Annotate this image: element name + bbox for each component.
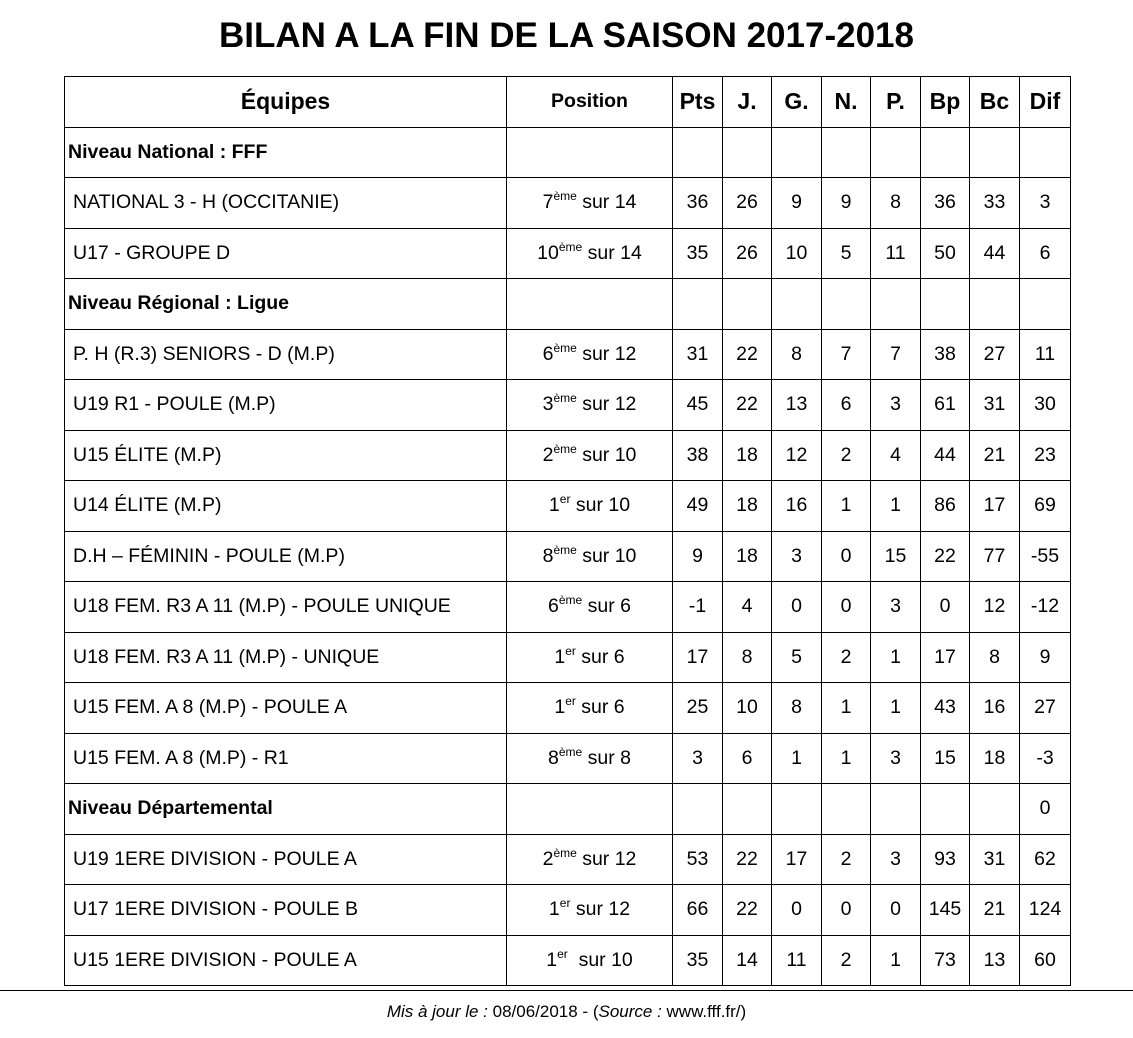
empty-cell [871, 127, 921, 178]
header-dif: Dif [1020, 77, 1071, 128]
position-suffix: ème [558, 593, 583, 608]
team-name: NATIONAL 3 - H (OCCITANIE) [65, 178, 507, 229]
stat-dif: 23 [1020, 430, 1071, 481]
position-total: sur 10 [570, 494, 631, 517]
position-cell [507, 582, 673, 633]
position-suffix: er [557, 946, 568, 961]
stat-j: 26 [723, 228, 772, 279]
stat-g: 8 [772, 329, 822, 380]
team-name: U15 1ERE DIVISION - POULE A [65, 935, 507, 986]
empty-cell [772, 279, 822, 330]
empty-cell [921, 784, 970, 835]
position-suffix: er [559, 896, 571, 911]
stat-bc: 8 [970, 632, 1020, 683]
stat-g: 13 [772, 380, 822, 431]
empty-cell [921, 127, 970, 178]
header-g: G. [772, 77, 822, 128]
stat-bc: 13 [970, 935, 1020, 986]
stat-bp: 15 [921, 733, 970, 784]
stat-bc: 77 [970, 531, 1020, 582]
footer-date: 08/06/2018 - ( [487, 1002, 599, 1021]
position-rank: 2 [542, 443, 554, 466]
stat-bp: 73 [921, 935, 970, 986]
stat-j: 22 [723, 329, 772, 380]
stat-j: 22 [723, 380, 772, 431]
stat-pts: 9 [673, 531, 723, 582]
footer-source-url: www.fff.fr/) [661, 1002, 747, 1021]
footer-updated-label: Mis à jour le : [386, 1002, 488, 1021]
empty-cell [970, 127, 1020, 178]
stat-p: 1 [871, 632, 921, 683]
empty-cell [822, 784, 871, 835]
stat-p: 1 [871, 683, 921, 734]
empty-cell [507, 784, 673, 835]
position-total: sur 6 [575, 696, 625, 719]
table-row [65, 329, 1071, 380]
stat-n: 1 [822, 481, 871, 532]
position-rank: 2 [542, 847, 554, 870]
team-name: U18 FEM. R3 A 11 (M.P) - POULE UNIQUE [65, 582, 507, 633]
table-row [65, 733, 1071, 784]
table-row [65, 935, 1071, 986]
stat-p: 0 [871, 885, 921, 936]
stat-p: 8 [871, 178, 921, 229]
stat-pts: 31 [673, 329, 723, 380]
stat-bp: 22 [921, 531, 970, 582]
section-row [65, 784, 1071, 835]
footer-divider [0, 990, 1133, 991]
header-pts: Pts [673, 77, 723, 128]
position-suffix: er [565, 643, 576, 658]
empty-cell [871, 784, 921, 835]
empty-cell [507, 127, 673, 178]
stat-n: 6 [822, 380, 871, 431]
section-row [65, 279, 1071, 330]
team-name: D.H – FÉMININ - POULE (M.P) [65, 531, 507, 582]
stat-n: 5 [822, 228, 871, 279]
stat-bc: 21 [970, 885, 1020, 936]
section-label: Niveau Départemental [65, 784, 507, 835]
stat-j: 22 [723, 834, 772, 885]
stat-bc: 33 [970, 178, 1020, 229]
section-label: Niveau National : FFF [65, 127, 507, 178]
stat-j: 22 [723, 885, 772, 936]
header-position: Position [507, 77, 673, 128]
position-cell [507, 733, 673, 784]
position-cell [507, 178, 673, 229]
stat-j: 14 [723, 935, 772, 986]
position-cell [507, 632, 673, 683]
stat-g: 0 [772, 885, 822, 936]
stat-n: 2 [822, 430, 871, 481]
section-dif [1020, 279, 1071, 330]
stat-n: 1 [822, 733, 871, 784]
stat-pts: 17 [673, 632, 723, 683]
team-name: U18 FEM. R3 A 11 (M.P) - UNIQUE [65, 632, 507, 683]
stat-bc: 27 [970, 329, 1020, 380]
stat-bc: 12 [970, 582, 1020, 633]
empty-cell [507, 279, 673, 330]
position-total: sur 6 [582, 595, 631, 618]
stat-dif: 6 [1020, 228, 1071, 279]
footer [0, 1002, 1133, 1022]
stat-p: 7 [871, 329, 921, 380]
team-name: U19 R1 - POULE (M.P) [65, 380, 507, 431]
stat-bp: 38 [921, 329, 970, 380]
stat-j: 18 [723, 430, 772, 481]
position-total: sur 10 [576, 443, 637, 466]
stat-dif: 3 [1020, 178, 1071, 229]
stat-g: 1 [772, 733, 822, 784]
empty-cell [822, 279, 871, 330]
position-cell [507, 683, 673, 734]
empty-cell [673, 784, 723, 835]
position-rank: 1 [554, 696, 566, 719]
stat-g: 5 [772, 632, 822, 683]
stat-bp: 44 [921, 430, 970, 481]
stat-dif: -12 [1020, 582, 1071, 633]
position-total: sur 12 [576, 847, 637, 870]
position-rank: 6 [548, 595, 559, 618]
stat-p: 3 [871, 733, 921, 784]
stat-dif: 9 [1020, 632, 1071, 683]
stat-g: 3 [772, 531, 822, 582]
table-row [65, 683, 1071, 734]
section-dif: 0 [1020, 784, 1071, 835]
table-header-row [65, 77, 1071, 128]
stat-bp: 61 [921, 380, 970, 431]
stat-p: 15 [871, 531, 921, 582]
stat-dif: 11 [1020, 329, 1071, 380]
empty-cell [871, 279, 921, 330]
header-j: J. [723, 77, 772, 128]
team-name: U14 ÉLITE (M.P) [65, 481, 507, 532]
stat-pts: 53 [673, 834, 723, 885]
stat-g: 16 [772, 481, 822, 532]
position-total: sur 12 [570, 898, 631, 921]
empty-cell [772, 127, 822, 178]
stat-dif: 69 [1020, 481, 1071, 532]
position-total: sur 14 [576, 191, 637, 214]
stat-g: 12 [772, 430, 822, 481]
position-cell [507, 228, 673, 279]
stat-pts: 66 [673, 885, 723, 936]
position-total: sur 6 [575, 645, 625, 668]
position-suffix: ème [558, 239, 583, 254]
stat-bp: 36 [921, 178, 970, 229]
stat-bc: 31 [970, 834, 1020, 885]
stat-j: 6 [723, 733, 772, 784]
stat-p: 1 [871, 935, 921, 986]
stat-g: 17 [772, 834, 822, 885]
position-suffix: er [565, 694, 576, 709]
table-row [65, 885, 1071, 936]
table-row [65, 481, 1071, 532]
team-name: U15 ÉLITE (M.P) [65, 430, 507, 481]
stat-dif: 62 [1020, 834, 1071, 885]
stat-n: 0 [822, 531, 871, 582]
position-rank: 6 [542, 342, 554, 365]
position-suffix: ème [553, 340, 577, 355]
stat-j: 8 [723, 632, 772, 683]
position-total: sur 12 [576, 393, 637, 416]
position-cell [507, 481, 673, 532]
position-suffix: ème [553, 845, 577, 860]
stat-pts: 45 [673, 380, 723, 431]
stat-pts: 35 [673, 228, 723, 279]
table-row [65, 582, 1071, 633]
position-cell [507, 885, 673, 936]
empty-cell [673, 127, 723, 178]
position-total: sur 10 [567, 948, 633, 971]
stat-g: 0 [772, 582, 822, 633]
team-name: P. H (R.3) SENIORS - D (M.P) [65, 329, 507, 380]
empty-cell [673, 279, 723, 330]
section-label: Niveau Régional : Ligue [65, 279, 507, 330]
header-n: N. [822, 77, 871, 128]
stat-j: 18 [723, 481, 772, 532]
table-row [65, 430, 1071, 481]
position-total: sur 10 [576, 544, 637, 567]
team-name: U15 FEM. A 8 (M.P) - R1 [65, 733, 507, 784]
position-total: sur 12 [576, 342, 637, 365]
empty-cell [723, 784, 772, 835]
stat-n: 2 [822, 632, 871, 683]
stat-bc: 21 [970, 430, 1020, 481]
stat-p: 1 [871, 481, 921, 532]
stat-dif: -3 [1020, 733, 1071, 784]
stat-n: 2 [822, 935, 871, 986]
empty-cell [772, 784, 822, 835]
stat-bp: 17 [921, 632, 970, 683]
position-cell [507, 380, 673, 431]
position-rank: 1 [548, 898, 560, 921]
stat-j: 26 [723, 178, 772, 229]
stat-g: 10 [772, 228, 822, 279]
stat-bc: 16 [970, 683, 1020, 734]
stat-p: 4 [871, 430, 921, 481]
header-team: Équipes [65, 77, 507, 128]
position-suffix: ème [553, 391, 577, 406]
position-rank: 3 [542, 393, 554, 416]
stat-pts: -1 [673, 582, 723, 633]
table-row [65, 228, 1071, 279]
team-name: U17 1ERE DIVISION - POULE B [65, 885, 507, 936]
position-rank: 8 [548, 746, 559, 769]
stat-bp: 0 [921, 582, 970, 633]
section-dif [1020, 127, 1071, 178]
stat-bp: 86 [921, 481, 970, 532]
stat-bp: 50 [921, 228, 970, 279]
stat-bp: 93 [921, 834, 970, 885]
stat-bc: 18 [970, 733, 1020, 784]
stat-bc: 31 [970, 380, 1020, 431]
table-row [65, 178, 1071, 229]
header-bp: Bp [921, 77, 970, 128]
stat-bc: 44 [970, 228, 1020, 279]
team-name: U15 FEM. A 8 (M.P) - POULE A [65, 683, 507, 734]
table-row [65, 380, 1071, 431]
stat-g: 8 [772, 683, 822, 734]
stat-p: 3 [871, 834, 921, 885]
table-row [65, 632, 1071, 683]
position-cell [507, 834, 673, 885]
stat-n: 7 [822, 329, 871, 380]
stat-bc: 17 [970, 481, 1020, 532]
stat-bp: 145 [921, 885, 970, 936]
position-cell [507, 531, 673, 582]
position-total: sur 8 [582, 746, 631, 769]
stat-n: 0 [822, 582, 871, 633]
position-rank: 1 [554, 645, 566, 668]
table-row [65, 834, 1071, 885]
stat-dif: 27 [1020, 683, 1071, 734]
position-cell [507, 329, 673, 380]
team-name: U19 1ERE DIVISION - POULE A [65, 834, 507, 885]
header-bc: Bc [970, 77, 1020, 128]
stat-dif: 30 [1020, 380, 1071, 431]
header-p: P. [871, 77, 921, 128]
stat-g: 11 [772, 935, 822, 986]
stat-dif: -55 [1020, 531, 1071, 582]
stat-n: 9 [822, 178, 871, 229]
empty-cell [723, 127, 772, 178]
stat-j: 10 [723, 683, 772, 734]
position-rank: 8 [542, 544, 554, 567]
empty-cell [723, 279, 772, 330]
stat-pts: 49 [673, 481, 723, 532]
position-rank: 10 [537, 241, 559, 264]
footer-source-label: Source : [598, 1002, 662, 1021]
page-title: BILAN A LA FIN DE LA SAISON 2017-2018 [219, 16, 914, 55]
position-cell [507, 935, 673, 986]
stat-j: 4 [723, 582, 772, 633]
stat-pts: 36 [673, 178, 723, 229]
stat-bp: 43 [921, 683, 970, 734]
position-suffix: er [559, 492, 571, 507]
stat-pts: 35 [673, 935, 723, 986]
stat-pts: 3 [673, 733, 723, 784]
position-suffix: ème [553, 189, 577, 204]
stat-p: 3 [871, 582, 921, 633]
position-suffix: ème [553, 542, 577, 557]
empty-cell [822, 127, 871, 178]
team-name: U17 - GROUPE D [65, 228, 507, 279]
stat-pts: 25 [673, 683, 723, 734]
empty-cell [921, 279, 970, 330]
section-row [65, 127, 1071, 178]
stat-p: 11 [871, 228, 921, 279]
stat-j: 18 [723, 531, 772, 582]
position-suffix: ème [558, 744, 583, 759]
empty-cell [970, 784, 1020, 835]
position-suffix: ème [553, 441, 577, 456]
position-cell [507, 430, 673, 481]
empty-cell [970, 279, 1020, 330]
stat-n: 2 [822, 834, 871, 885]
stat-n: 1 [822, 683, 871, 734]
stat-g: 9 [772, 178, 822, 229]
stat-p: 3 [871, 380, 921, 431]
stat-n: 0 [822, 885, 871, 936]
position-rank: 1 [548, 494, 560, 517]
table-row [65, 531, 1071, 582]
stat-dif: 124 [1020, 885, 1071, 936]
position-total: sur 14 [582, 241, 642, 264]
season-results-table [64, 76, 1071, 986]
position-rank: 1 [546, 948, 558, 971]
stat-pts: 38 [673, 430, 723, 481]
position-rank: 7 [542, 191, 554, 214]
stat-dif: 60 [1020, 935, 1071, 986]
